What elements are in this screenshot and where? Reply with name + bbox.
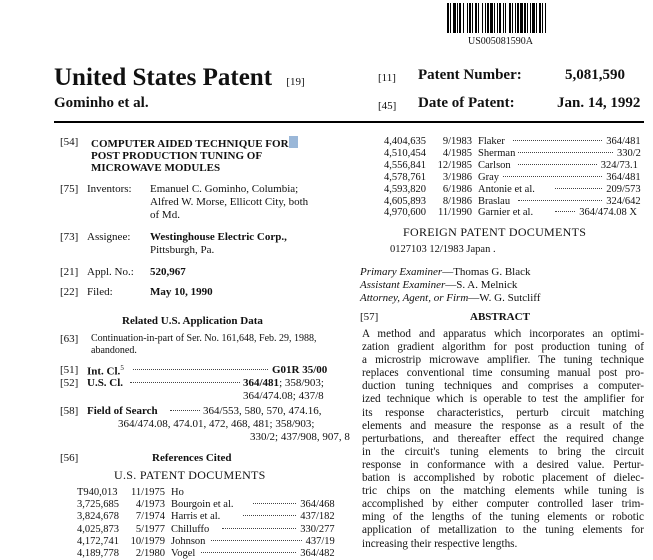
doc-name: Garnier et al. <box>478 207 534 219</box>
attorney <box>360 292 540 304</box>
barcode-bar <box>532 3 535 33</box>
field-leader <box>170 410 200 411</box>
abstract-line: perturbations, and thereafter effect the required change <box>362 432 644 445</box>
continuation-line: Continuation-in-part of Ser. No. 161,648, Feb. 29, 1988, <box>91 333 317 344</box>
doc-class: 364/468 <box>300 499 335 511</box>
barcode-bar <box>450 3 451 33</box>
barcode-bar <box>527 3 528 33</box>
primary-examiner <box>360 266 530 278</box>
abstract-line: increasing their respective lengths. <box>362 537 518 550</box>
doc-leader <box>518 200 602 201</box>
assignee-line: Westinghouse Electric Corp., <box>150 231 287 243</box>
doc-number: 3,824,678 <box>77 511 119 523</box>
intcl-superscript: 5 <box>120 364 124 372</box>
abstract-line: accomplished by either computer controlled laser trim- <box>362 498 644 511</box>
abstract-line: elements and measure the response as a result of the <box>362 419 644 432</box>
doc-number: 4,510,454 <box>384 147 426 159</box>
field-label: Field of Search <box>87 405 158 417</box>
doc-name: Braslau <box>478 195 511 207</box>
title-code: [54] <box>60 136 79 148</box>
intcl-code: [51] <box>60 364 79 376</box>
barcode-bar <box>469 3 471 33</box>
barcode-bar <box>520 3 523 33</box>
abstract-line: response in conformance with a desired value. Pertur- <box>362 458 644 471</box>
abstract-code: [57] <box>360 311 379 323</box>
doc-class: 437/182 <box>300 511 335 523</box>
intcl-leader <box>133 369 268 370</box>
attorney-label: Attorney, Agent, or Firm <box>360 292 469 304</box>
doc-date: 2/1980 <box>135 548 165 559</box>
doc-leader <box>555 211 575 212</box>
doc-leader <box>201 552 296 553</box>
refs-heading: References Cited <box>152 452 232 464</box>
abstract-line: ized technique which is operable to test the amplifier for <box>362 393 644 406</box>
refs-code: [56] <box>60 452 79 464</box>
doc-number: T940,013 <box>77 487 118 498</box>
continuation-code: [63] <box>60 333 79 345</box>
doc-date: 8/1986 <box>442 195 472 207</box>
doc-leader <box>518 164 596 165</box>
doc-class: 364/474.08 X <box>579 207 637 219</box>
doc-date: 6/1986 <box>442 183 472 195</box>
barcode <box>447 3 609 33</box>
barcode-bar <box>482 3 483 33</box>
uscl-code: [52] <box>60 377 79 389</box>
barcode-bar <box>542 3 543 33</box>
barcode-number: US005081590A <box>468 36 534 47</box>
doc-name: Gray <box>478 171 499 183</box>
doc-leader <box>518 152 613 153</box>
field-of-search <box>118 418 350 444</box>
abstract-line: in the circuit's tuning elements to bring the circuit <box>362 445 644 458</box>
barcode-bar <box>499 3 501 33</box>
abstract-line: its response characteristics, perturb circuit matching <box>362 406 644 419</box>
doc-date: 4/1973 <box>135 499 165 511</box>
attorney-name: —W. G. Sutcliff <box>468 292 541 304</box>
assignee-line: Pittsburgh, Pa. <box>150 244 215 256</box>
assignee <box>150 231 287 257</box>
doc-leader <box>503 176 602 177</box>
patent-number: 5,081,590 <box>565 67 625 83</box>
doc-date: 5/1977 <box>135 523 165 535</box>
related-heading: Related U.S. Application Data <box>122 315 263 327</box>
doc-date: 11/1990 <box>437 207 472 219</box>
abstract-line: duction tuning techniques and comprises a computer- <box>362 380 644 393</box>
doc-leader <box>222 528 296 529</box>
abstract-line: tric chips on the matching elements while tuning is <box>362 485 644 498</box>
barcode-bar <box>467 3 468 33</box>
continuation-text <box>91 333 317 357</box>
intcl-label <box>87 364 124 378</box>
doc-name: Antonie et al. <box>478 183 535 195</box>
barcode-bar <box>517 3 519 33</box>
barcode-bar <box>503 3 504 33</box>
doc-class: 364/481 <box>606 171 641 183</box>
field-line: 364/474.08, 474.01, 472, 468, 481; 358/903; <box>118 418 315 430</box>
barcode-bar <box>536 3 537 33</box>
doc-name: Bourgoin et al. <box>171 499 234 511</box>
barcode-bar <box>485 3 486 33</box>
inventors-short: Gominho et al. <box>54 95 149 111</box>
date-code: [45] <box>378 100 397 112</box>
foreign-doc: 0127103 12/1983 Japan . <box>390 244 496 255</box>
selection-highlight <box>289 136 298 148</box>
doc-number: 4,404,635 <box>384 136 426 147</box>
assignee-code: [73] <box>60 231 79 243</box>
appl-number: 520,967 <box>150 266 186 278</box>
doc-date: 12/1985 <box>437 159 472 171</box>
doc-date: 3/1986 <box>442 171 472 183</box>
doc-leader <box>513 140 602 141</box>
patent-number-code: [11] <box>378 72 396 84</box>
doc-class: 437/19 <box>305 535 335 547</box>
barcode-bar <box>457 3 458 33</box>
header-rule <box>54 121 644 123</box>
doc-name: Vogel <box>171 548 196 559</box>
barcode-bar <box>539 3 541 33</box>
barcode-bar <box>453 3 456 33</box>
doc-name: Ho <box>171 487 184 498</box>
barcode-bar <box>478 3 479 33</box>
barcode-bar <box>505 3 506 33</box>
barcode-bar <box>545 3 546 33</box>
inventors-label: Inventors: <box>87 183 132 195</box>
doc-name: Flaker <box>478 136 505 147</box>
doc-date: 9/1983 <box>442 136 472 147</box>
us-docs-heading: U.S. PATENT DOCUMENTS <box>114 468 266 482</box>
patent-office-title <box>54 64 305 92</box>
doc-number: 4,556,841 <box>384 159 426 171</box>
assistant-examiner <box>360 279 517 291</box>
uscl-label: U.S. Cl. <box>87 377 124 389</box>
inventor-line: of Md. <box>150 209 180 221</box>
field-code: [58] <box>60 405 79 417</box>
uscl-leader <box>130 382 240 383</box>
assignee-label: Assignee: <box>87 231 131 243</box>
continuation-line: abandoned. <box>91 345 137 356</box>
uscl-primary: 364/481 <box>243 377 280 389</box>
doc-class: 324/73.1 <box>600 159 638 171</box>
inventor-line: Emanuel C. Gominho, Columbia; <box>150 183 299 195</box>
doc-name: Chilluffo <box>171 523 210 535</box>
barcode-bar <box>447 3 449 33</box>
doc-number: 4,172,741 <box>77 535 119 547</box>
doc-number: 4,578,761 <box>384 171 426 183</box>
intcl-label-text: Int. Cl. <box>87 365 121 378</box>
barcode-bar <box>475 3 477 33</box>
doc-name: Carlson <box>478 159 511 171</box>
foreign-heading: FOREIGN PATENT DOCUMENTS <box>403 225 587 239</box>
invention-title <box>91 136 298 174</box>
field-line1: 364/553, 580, 570, 474.16, <box>203 405 322 417</box>
filed-label: Filed: <box>87 286 113 298</box>
assistant-examiner-name: —S. A. Melnick <box>445 279 518 291</box>
barcode-bar <box>463 3 464 33</box>
barcode-bar <box>509 3 511 33</box>
inventors-code: [75] <box>60 183 79 195</box>
abstract-line: application of metallization to the tuning elements for <box>362 524 644 537</box>
barcode-bar <box>515 3 516 33</box>
patent-date: Jan. 14, 1992 <box>557 95 641 111</box>
doc-class: 364/482 <box>300 548 335 559</box>
inventor-line: Alfred W. Morse, Ellicott City, both <box>150 196 309 208</box>
doc-number: 4,189,778 <box>77 548 119 559</box>
abstract-line: replaces conventional time consuming manual post pro- <box>362 367 644 380</box>
doc-name: Harris et al. <box>171 511 221 523</box>
uscl-line2: 364/474.08; 437/8 <box>243 390 324 402</box>
barcode-bar <box>530 3 531 33</box>
doc-date: 10/1979 <box>130 535 165 547</box>
doc-number: 4,605,893 <box>384 195 426 207</box>
abstract-text <box>362 328 644 551</box>
doc-class: 330/2 <box>617 147 641 159</box>
invention-title-line: POST PRODUCTION TUNING OF <box>91 150 263 162</box>
abstract-line: bation is accomplished by robotic placement of dielec- <box>362 472 644 485</box>
primary-examiner-label: Primary Examiner <box>360 266 443 278</box>
date-label: Date of Patent: <box>418 95 515 111</box>
abstract-line: zation gradient algorithm for post production tuning of <box>362 341 644 354</box>
filed-date: May 10, 1990 <box>150 286 213 298</box>
doc-leader <box>243 515 297 516</box>
abstract-line: ming of the lengths of the tuning elements or robotic <box>362 511 644 524</box>
title-code: [19] <box>286 76 305 88</box>
doc-name: Sherman <box>478 147 516 159</box>
invention-title-line: COMPUTER AIDED TECHNIQUE FOR <box>91 138 289 150</box>
intcl-value: G01R 35/00 <box>272 364 328 376</box>
doc-leader <box>253 503 296 504</box>
doc-number: 4,593,820 <box>384 183 426 195</box>
doc-number: 3,725,685 <box>77 499 119 511</box>
doc-date: 11/1975 <box>130 487 165 498</box>
barcode-bar <box>494 3 495 33</box>
doc-date: 7/1974 <box>135 511 165 523</box>
uscl-secondary: ; 358/903; <box>279 377 324 389</box>
doc-leader <box>211 540 301 541</box>
barcode-bar <box>524 3 526 33</box>
doc-class: 324/642 <box>606 195 641 207</box>
doc-number: 4,025,873 <box>77 523 119 535</box>
doc-number: 4,970,600 <box>384 207 426 219</box>
abstract-heading: ABSTRACT <box>470 311 530 323</box>
patent-number-label: Patent Number: <box>418 67 522 83</box>
primary-examiner-name: —Thomas G. Black <box>442 266 531 278</box>
barcode-bar <box>490 3 493 33</box>
invention-title-line: MICROWAVE MODULES <box>91 162 221 174</box>
barcode-bar <box>512 3 513 33</box>
doc-date: 4/1985 <box>442 147 472 159</box>
abstract-line: a microstrip microwave amplifier. The tuning technique <box>362 354 644 367</box>
abstract-line: A method and apparatus which incorporates an optimi- <box>362 328 644 340</box>
field-line: 330/2; 437/908, 907, 8 <box>250 431 350 443</box>
patent-title-text: United States Patent <box>54 64 273 91</box>
doc-class: 209/573 <box>606 183 641 195</box>
filed-code: [22] <box>60 286 79 298</box>
assistant-examiner-label: Assistant Examiner <box>360 279 446 291</box>
appl-code: [21] <box>60 266 79 278</box>
barcode-bar <box>497 3 498 33</box>
doc-leader <box>555 188 602 189</box>
doc-class: 330/277 <box>300 523 335 535</box>
doc-name: Johnson <box>171 535 206 547</box>
barcode-bar <box>459 3 461 33</box>
inventors-list <box>150 183 308 222</box>
appl-label: Appl. No.: <box>87 266 134 278</box>
barcode-bar <box>472 3 473 33</box>
barcode-bar <box>487 3 489 33</box>
doc-class: 364/481 <box>606 136 641 147</box>
uscl-value <box>243 377 324 389</box>
